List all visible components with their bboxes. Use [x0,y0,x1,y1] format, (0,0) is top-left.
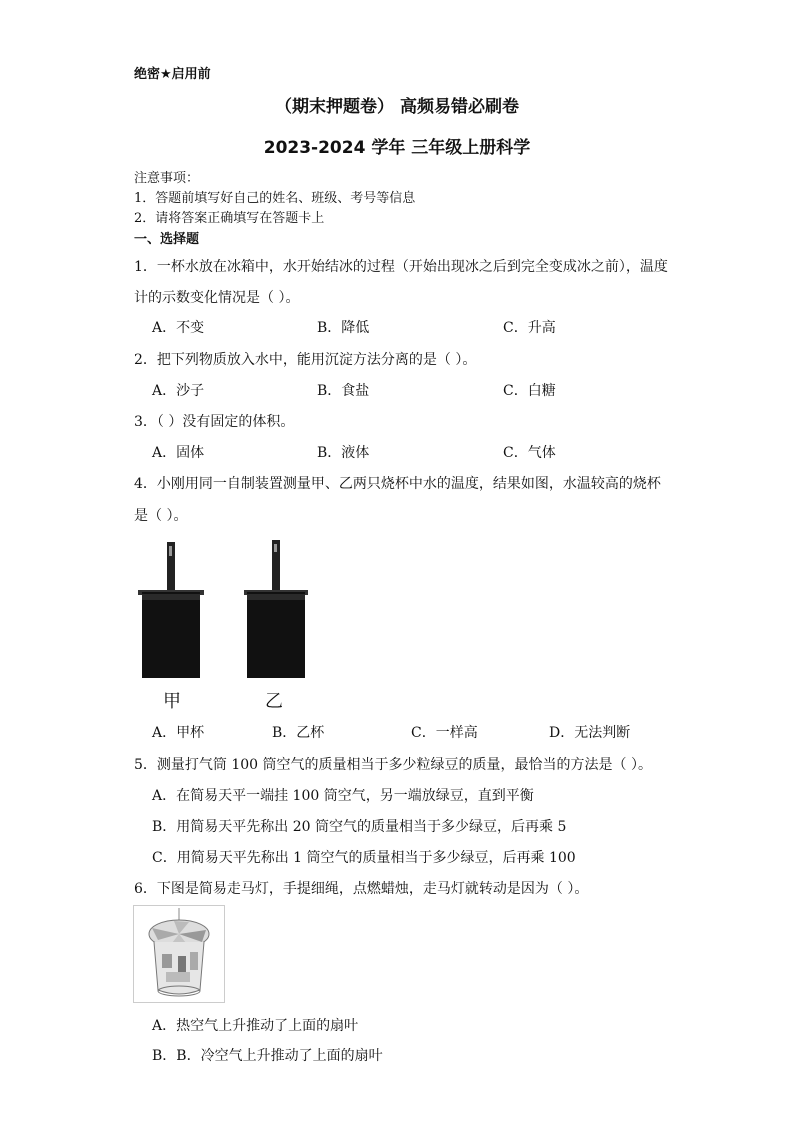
question-1-line-2: 计的示数变化情况是（ ）。 [134,290,300,306]
notice-heading: 注意事项： [134,171,200,186]
section-heading: 一、选择题 [134,232,200,247]
question-3-option-b: B．液体 [317,445,370,461]
question-3-option-c: C．气体 [503,445,556,461]
exam-title: （期末押题卷） 高频易错必刷卷 [275,97,519,117]
question-6-option-b: B．B．冷空气上升推动了上面的扇叶 [152,1048,383,1064]
notice-item-1: 1．答题前填写好自己的姓名、班级、考号等信息 [134,191,416,206]
question-1-option-c: C．升高 [503,320,556,336]
exam-subtitle: 2023-2024 学年 三年级上册科学 [263,138,531,158]
beaker-label-jia: 甲 [163,691,181,712]
question-1-option-a: A．不变 [152,320,205,336]
lantern-figure [133,905,225,1003]
question-4-option-d: D．无法判断 [549,725,631,741]
question-5-option-c: C．用简易天平先称出 1 筒空气的质量相当于多少绿豆，后再乘 100 [152,850,576,866]
question-5-option-b: B．用简易天平先称出 20 筒空气的质量相当于多少绿豆，后再乘 5 [152,819,567,835]
revolving-lantern-icon [134,906,224,1002]
question-1-option-b: B．降低 [317,320,370,336]
question-3-option-a: A．固体 [152,445,205,461]
question-2-option-b: B．食盐 [317,383,370,399]
confidential-label: 绝密★启用前 [134,67,211,82]
question-4-line-1: 4．小刚用同一自制装置测量甲、乙两只烧杯中水的温度，结果如图，水温较高的烧杯 [134,476,661,492]
question-5-line-1: 5．测量打气筒 100 筒空气的质量相当于多少粒绿豆的质量，最恰当的方法是（ ）。 [134,757,652,773]
beaker-jia-icon [138,542,204,678]
question-6-option-a: A．热空气上升推动了上面的扇叶 [152,1018,359,1034]
question-4-line-2: 是（ ）。 [134,508,188,524]
question-5-option-a: A．在简易天平一端挂 100 筒空气，另一端放绿豆，直到平衡 [152,788,534,804]
beaker-label-yi: 乙 [265,691,283,712]
question-4-option-c: C．一样高 [411,725,478,741]
question-1-line-1: 1．一杯水放在冰箱中，水开始结冰的过程（开始出现冰之后到完全变成冰之前），温度 [134,259,668,275]
notice-item-2: 2．请将答案正确填写在答题卡上 [134,211,325,226]
question-6-line-1: 6．下图是简易走马灯，手提细绳，点燃蜡烛，走马灯就转动是因为（ ）。 [134,881,589,897]
question-3-line-1: 3．（ ）没有固定的体积。 [134,414,295,430]
question-2-option-a: A．沙子 [152,383,205,399]
question-2-option-c: C．白糖 [503,383,556,399]
question-2-line-1: 2．把下列物质放入水中，能用沉淀方法分离的是（ ）。 [134,352,477,368]
beaker-yi-icon [244,540,308,678]
question-4-option-b: B．乙杯 [272,725,325,741]
question-4-option-a: A．甲杯 [152,725,205,741]
